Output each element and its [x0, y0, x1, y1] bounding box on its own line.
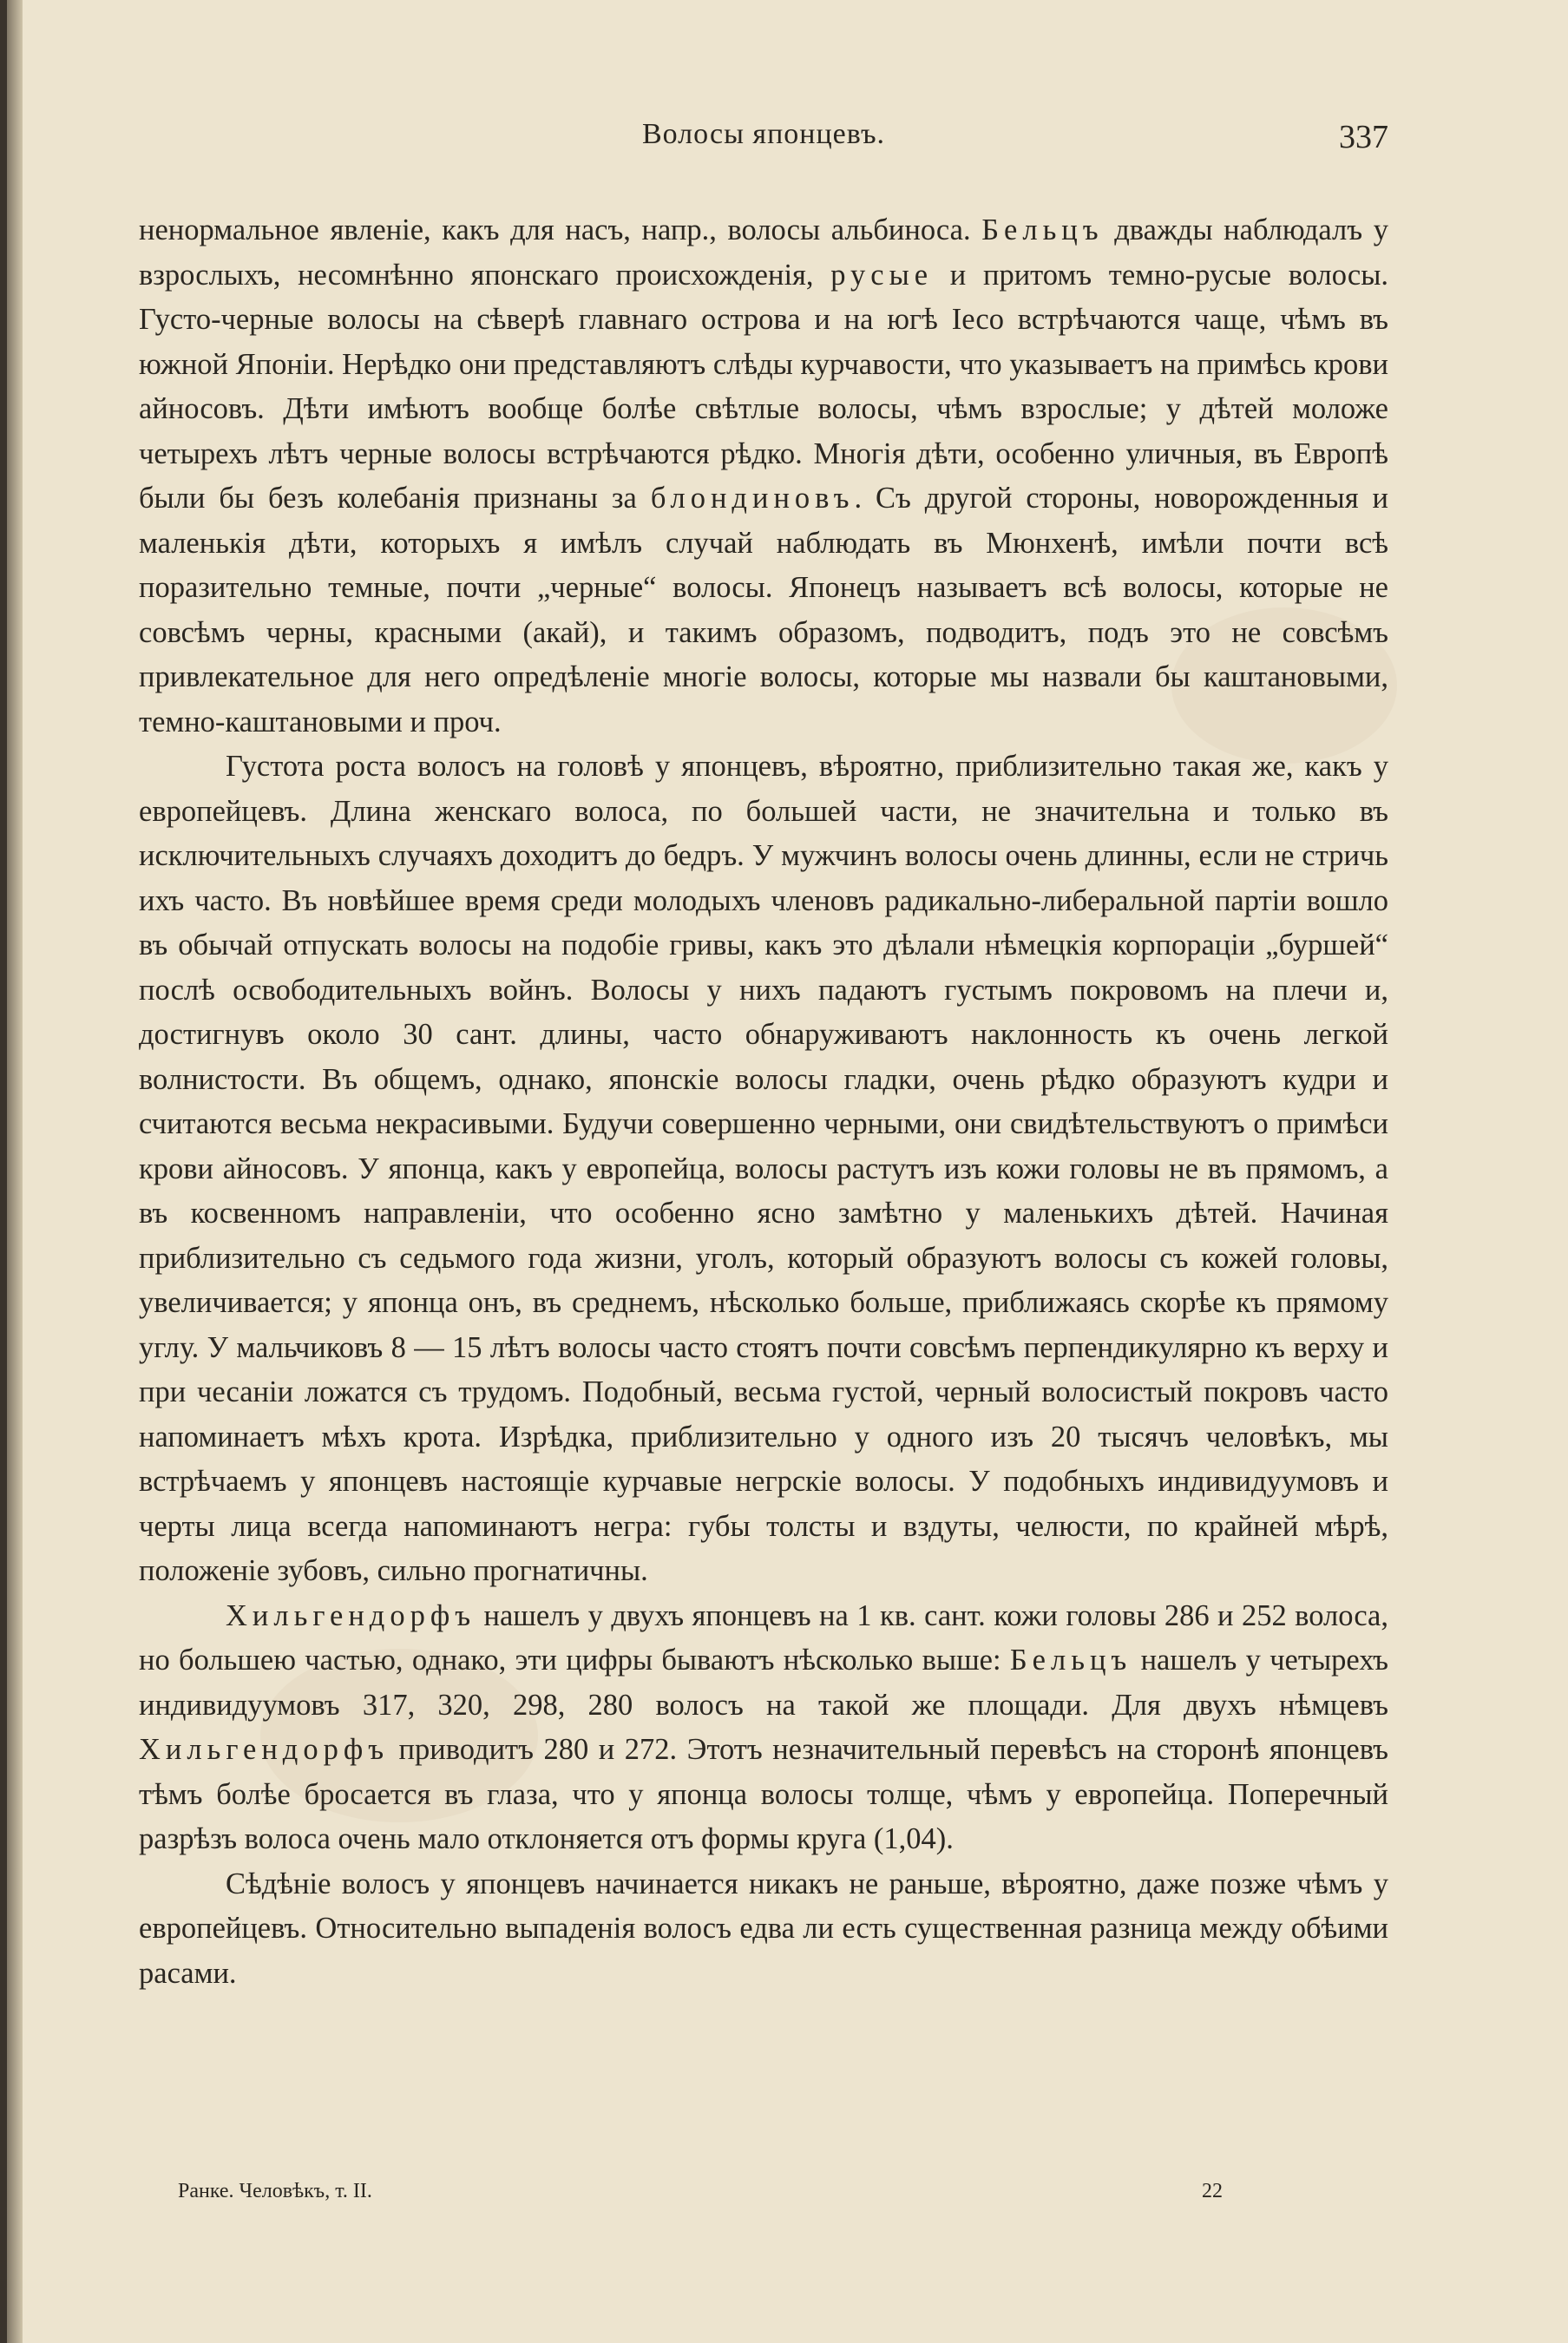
page-footer: [139, 2180, 1388, 2215]
printer-signature: Ранке. Человѣкъ, т. II.: [178, 2180, 372, 2202]
paragraph-1: [139, 208, 1388, 745]
spaced-author-name: Бельцъ: [1009, 1644, 1132, 1677]
text-run: . Съ другой стороны, новорожденныя и маленькія дѣти, которыхъ я имѣлъ случай наблюдать въ Мюнхенѣ, имѣли почти всѣ поразительно темные, почти „черные“ волосы. Японецъ называетъ всѣ волосы, которые не совсѣмъ черны, красными (акай), и такимъ образомъ, подводитъ, подъ это не совсѣмъ привлекательное для него опредѣленіе многіе волосы, которые мы назвали бы каштановыми, темно-каштановыми и проч.: [139, 482, 1388, 738]
text-run: и притомъ темно-русые волосы. Густо-черные волосы на сѣверѣ главнаго острова и на югѣ Іесо встрѣчаются чаще, чѣмъ въ южной Японіи. Нерѣдко они представляютъ слѣды курчавости, что указываетъ на примѣсь крови айносовъ. Дѣти имѣютъ вообще болѣе свѣтлые волосы, чѣмъ взрослые; у дѣтей моложе четырехъ лѣтъ черные волосы встрѣчаются рѣдко. Многія дѣти, особенно уличныя, въ Европѣ были бы безъ колебанія признаны за: [139, 258, 1389, 515]
text-run: ненормальное явленіе, какъ для насъ, напр., волосы альбиноса.: [139, 213, 982, 246]
spaced-author-name: Хильгендорфъ: [139, 1733, 390, 1766]
text-run: Сѣдѣніе волосъ у японцевъ начинается никакъ не раньше, вѣроятно, даже позже чѣмъ у европейцевъ. Относительно выпаденія волосъ едва ли есть существенная разница между обѣими расами.: [139, 1867, 1388, 1990]
text-run: нашелъ у двухъ японцевъ на 1 кв. сант. кожи головы 286 и 252 волоса, но большею частью, однако, эти цифры бываютъ нѣсколько выше:: [139, 1598, 1388, 1677]
spaced-emphasis: блондиновъ: [650, 482, 855, 515]
page-header: [139, 113, 1388, 165]
paragraph-2: [139, 745, 1388, 1594]
paragraph-4: [139, 1862, 1388, 1997]
body-text: [139, 208, 1388, 1996]
sheet-number: 22: [1202, 2180, 1223, 2202]
running-title: Волосы японцевъ.: [641, 118, 886, 150]
text-run: Густота роста волосъ на головѣ у японцевъ, вѣроятно, приблизительно такая же, какъ у европейцевъ. Длина женскаго волоса, по большей части, не значительна и только въ исключительныхъ случаяхъ доходитъ до бедръ. У мужчинъ волосы очень длинны, если не стричь ихъ часто. Въ новѣйшее время среди молодыхъ членовъ радикально-либеральной партіи вошло въ обычай отпускать волосы на подобіе гривы, какъ это дѣлали нѣмецкія корпораціи „буршей“ послѣ освободительныхъ войнъ. Волосы у нихъ падаютъ густымъ покровомъ на плечи и, достигнувъ около 30 сант. длины, часто обнаруживаютъ наклонность къ очень легкой волнистости. Въ общемъ, однако, японскіе волосы гладки, очень рѣдко образуютъ кудри и считаются весьма некрасивыми. Будучи совершенно черными, они свидѣтельствуютъ о примѣси крови айносовъ. У японца, какъ у европейца, волосы растутъ изъ кожи головы не въ прямомъ, а въ косвенномъ направленіи, что особенно ясно замѣтно у маленькихъ дѣтей. Начиная приблизительно съ седьмого года жизни, уголъ, который образуютъ волосы съ кожей головы, увеличивается; у японца онъ, въ среднемъ, нѣсколько больше, приближаясь скорѣе къ прямому углу. У мальчиковъ 8 — 15 лѣтъ волосы часто стоятъ почти совсѣмъ перпендикулярно къ верху и при чесаніи ложатся съ трудомъ. Подобный, весьма густой, черный волосистый покровъ часто напоминаетъ мѣхъ крота. Изрѣдка, приблизительно у одного изъ 20 тысячъ человѣкъ, мы встрѣчаемъ у японцевъ настоящіе курчавые негрскіе волосы. У подобныхъ индивидуумовъ и черты лица всегда напоминаютъ негра: губы толсты и вздуты, челюсти, по крайней мѣрѣ, положеніе зубовъ, сильно прогнатичны.: [139, 750, 1388, 1587]
text-run: приводитъ 280 и 272. Этотъ незначительный перевѣсъ на сторонѣ японцевъ тѣмъ болѣе бросается въ глаза, что у японца волосы толще, чѣмъ у европейца. Поперечный разрѣзъ волоса очень мало отклоняется отъ формы круга (1,04).: [139, 1733, 1388, 1855]
spaced-emphasis: русые: [830, 258, 934, 292]
page-number: 337: [1339, 119, 1388, 155]
spaced-author-name: Бельцъ: [981, 213, 1104, 246]
spaced-author-name: Хильгендорфъ: [226, 1598, 476, 1632]
book-spine-edge: [0, 0, 7, 2343]
text-run: дважды наблюдалъ у взрослыхъ, несомнѣнно японскаго происхожденія,: [139, 213, 1388, 292]
paragraph-3: [139, 1594, 1388, 1862]
text-run: нашелъ у четырехъ индивидуумовъ 317, 320, 298, 280 волосъ на такой же площади. Для двухъ нѣмцевъ: [139, 1644, 1389, 1722]
